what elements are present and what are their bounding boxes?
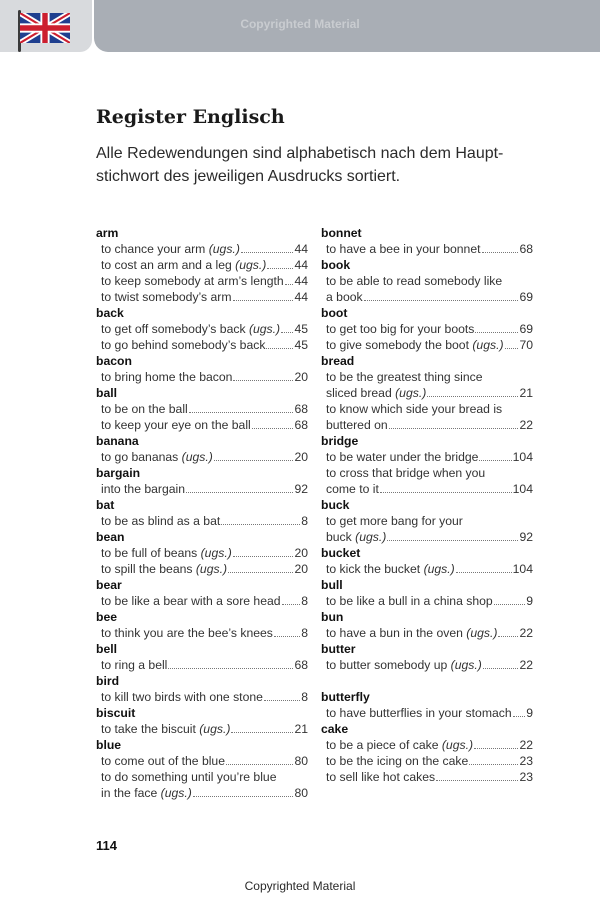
dot-leader (226, 764, 293, 765)
index-headword: bucket (321, 546, 361, 560)
index-entry (96, 401, 308, 417)
index-headword: bat (96, 498, 115, 512)
page-reference: 44 (294, 258, 308, 272)
index-entry (321, 449, 533, 465)
dot-leader (193, 796, 294, 797)
watermark-bottom: Copyrighted Material (244, 879, 356, 893)
index-entry-line: to do something until you’re blue (101, 770, 277, 784)
phrase-text: to think you are the bee’s knees (101, 626, 273, 640)
page-reference: 104 (512, 482, 533, 496)
index-headword: cake (321, 722, 349, 736)
phrase-text: to be full of beans (101, 546, 198, 560)
phrase-text: to be the icing on the cake (326, 754, 469, 768)
index-headword: banana (96, 434, 139, 448)
index-headword: bread (321, 354, 355, 368)
index-entry-text (101, 593, 281, 609)
index-entry-text (101, 257, 266, 273)
page-reference: 45 (294, 338, 308, 352)
index-entry (321, 705, 533, 721)
index-headword: buck (321, 498, 350, 512)
dot-leader (252, 428, 294, 429)
index-entry (321, 561, 533, 577)
page-reference: 68 (294, 658, 308, 672)
index-entry (321, 337, 533, 353)
page-reference: 21 (294, 722, 308, 736)
page-reference: 80 (294, 786, 308, 800)
index-entry-text (326, 481, 379, 497)
phrase-text: to get off somebody’s back (101, 322, 246, 336)
index-headword: bargain (96, 466, 141, 480)
index-entry (321, 657, 533, 673)
register-label: (ugs.) (235, 258, 267, 272)
index-entry-text (326, 657, 482, 673)
phrase-text: to have a bun in the oven (326, 626, 463, 640)
page-reference: 80 (294, 754, 308, 768)
index-entry (96, 449, 308, 465)
page-reference: 8 (301, 514, 308, 528)
dot-leader (513, 716, 526, 717)
phrase-text: to kill two birds with one stone (101, 690, 263, 704)
register-label: (ugs.) (395, 386, 427, 400)
index-entry (321, 289, 533, 305)
page-reference: 68 (294, 402, 308, 416)
page-reference: 104 (512, 450, 533, 464)
phrase-text: to have butterflies in your stomach (326, 706, 512, 720)
register-label: (ugs.) (208, 242, 240, 256)
index-entry (321, 529, 533, 545)
index-entry (96, 561, 308, 577)
index-entry (321, 593, 533, 609)
register-label: (ugs.) (160, 786, 192, 800)
index-entry (321, 385, 533, 401)
phrase-text: to be like a bear with a sore head (101, 594, 281, 608)
dot-leader (228, 572, 293, 573)
phrase-text: to butter somebody up (326, 658, 448, 672)
dot-leader (231, 732, 293, 733)
index-headword: bun (321, 610, 344, 624)
phrase-text: to be a piece of cake (326, 738, 439, 752)
index-entry-text (326, 561, 455, 577)
index-column-right (321, 225, 533, 785)
page-subtitle: Alle Redewendungen sind alphabetisch nach dem Haupt-stichwort des jeweiligen Ausdrucks sortiert. (96, 145, 504, 185)
index-headword: arm (96, 226, 119, 240)
phrase-text: a book (326, 290, 363, 304)
index-headword: bee (96, 610, 118, 624)
index-entry-text (326, 385, 426, 401)
phrase-text: to sell like hot cakes (326, 770, 436, 784)
register-label: (ugs.) (441, 738, 474, 752)
index-entry-text (101, 689, 263, 705)
phrase-text: to cost an arm and a leg (101, 258, 232, 272)
page-reference: 92 (519, 530, 533, 544)
page-reference: 8 (301, 594, 308, 608)
index-entry-text (101, 321, 280, 337)
page-reference: 9 (526, 706, 533, 720)
phrase-text: to chance your arm (101, 242, 206, 256)
page-reference: 44 (294, 242, 308, 256)
index-entry-text (326, 241, 481, 257)
dot-leader (469, 764, 518, 765)
register-label: (ugs.) (248, 322, 281, 336)
page-reference: 23 (519, 754, 533, 768)
page-reference: 69 (519, 290, 533, 304)
index-entry-text (326, 593, 493, 609)
index-entry-line: to cross that bridge when you (326, 466, 486, 480)
index-headword: bean (96, 530, 125, 544)
phrase-text: to come out of the blue (101, 754, 225, 768)
dot-leader (264, 700, 300, 701)
phrase-text: to be on the ball (101, 402, 188, 416)
index-headword: bridge (321, 434, 359, 448)
index-entry-line: to get more bang for your (326, 514, 463, 528)
page-reference: 23 (519, 770, 533, 784)
index-entry-text (101, 721, 230, 737)
register-label: (ugs.) (423, 562, 455, 576)
register-label: (ugs.) (472, 338, 504, 352)
index-headword: butterfly (321, 690, 370, 704)
page-reference: 44 (294, 274, 308, 288)
index-entry (321, 481, 533, 497)
page-reference: 69 (519, 322, 533, 336)
index-entry-line: to know which side your bread is (326, 402, 503, 416)
dot-leader (186, 492, 293, 493)
index-entry-text (326, 417, 388, 433)
register-label: (ugs.) (200, 546, 232, 560)
dot-leader (233, 380, 293, 381)
index-entry (321, 769, 533, 785)
dot-leader (364, 300, 519, 301)
index-entry-text (101, 401, 188, 417)
dot-leader (494, 604, 526, 605)
index-entry (96, 417, 308, 433)
index-headword: bull (321, 578, 343, 592)
index-headword: bear (96, 578, 122, 592)
index-entry-text (101, 273, 284, 289)
page-reference: 20 (294, 450, 308, 464)
index-entry-text (101, 481, 185, 497)
index-entry (96, 481, 308, 497)
index-entry-text (326, 337, 504, 353)
register-label: (ugs.) (466, 626, 498, 640)
dot-leader (267, 268, 293, 269)
register-label: (ugs.) (355, 530, 387, 544)
dot-leader (475, 332, 518, 333)
register-label: (ugs.) (199, 722, 231, 736)
index-headword: biscuit (96, 706, 136, 720)
index-entry (96, 721, 308, 737)
phrase-text: sliced bread (326, 386, 392, 400)
index-entry-text (326, 705, 512, 721)
dot-leader (389, 428, 519, 429)
page-reference: 92 (294, 482, 308, 496)
index-entry-text (326, 625, 497, 641)
phrase-text: to take the biscuit (101, 722, 196, 736)
dot-leader (436, 780, 518, 781)
phrase-text: to be as blind as a bat (101, 514, 221, 528)
index-entry-text (101, 417, 251, 433)
phrase-text: to go bananas (101, 450, 179, 464)
index-headword: back (96, 306, 124, 320)
dot-leader (479, 460, 511, 461)
dot-leader (498, 636, 518, 637)
index-entry (96, 657, 308, 673)
page-reference: 68 (519, 242, 533, 256)
index-entry (96, 337, 308, 353)
index-entry (321, 241, 533, 257)
index-column-left (96, 225, 308, 801)
page-reference: 45 (294, 322, 308, 336)
index-headword: ball (96, 386, 117, 400)
index-entry-text (101, 513, 220, 529)
page-reference: 21 (519, 386, 533, 400)
index-entry-text (326, 769, 435, 785)
phrase-text: buck (326, 530, 352, 544)
phrase-text: come to it (326, 482, 379, 496)
dot-leader (285, 284, 294, 285)
dot-leader (274, 636, 300, 637)
index-headword: bacon (96, 354, 132, 368)
dot-leader (233, 556, 294, 557)
register-label: (ugs.) (195, 562, 228, 576)
phrase-text: to be like a bull in a china shop (326, 594, 493, 608)
index-entry (96, 625, 308, 641)
index-entry (321, 625, 533, 641)
index-entry-text (326, 449, 478, 465)
index-entry (96, 257, 308, 273)
phrase-text: to be water under the bridge (326, 450, 479, 464)
index-entry-text (326, 529, 386, 545)
index-entry (321, 417, 533, 433)
index-entry-text (101, 657, 167, 673)
index-headword: bell (96, 642, 117, 656)
page-reference: 22 (519, 738, 533, 752)
index-entry (96, 321, 308, 337)
phrase-text: to have a bee in your bonnet (326, 242, 481, 256)
dot-leader (233, 300, 294, 301)
dot-leader (221, 524, 300, 525)
dot-leader (483, 668, 519, 669)
index-entry (96, 289, 308, 305)
dot-leader (281, 332, 293, 333)
page-reference: 8 (301, 690, 308, 704)
index-headword: boot (321, 306, 348, 320)
index-entry (96, 545, 308, 561)
index-entry (96, 593, 308, 609)
index-entry-text (101, 337, 265, 353)
index-entry-line: to be able to read somebody like (326, 274, 503, 288)
dot-leader (427, 396, 518, 397)
index-entry (96, 273, 308, 289)
page-reference: 9 (526, 594, 533, 608)
index-entry-text (326, 321, 474, 337)
index-entry-line: to be the greatest thing since (326, 370, 483, 384)
phrase-text: to ring a bell (101, 658, 168, 672)
index-entry-text (101, 561, 227, 577)
page-reference: 22 (519, 626, 533, 640)
index-entry (96, 785, 308, 801)
index-entry-text (101, 625, 273, 641)
index-entry (321, 737, 533, 753)
phrase-text: to give somebody the boot (326, 338, 469, 352)
index-entry (96, 753, 308, 769)
index-entry (96, 513, 308, 529)
dot-leader (241, 252, 294, 253)
page-title: Register Englisch (96, 106, 285, 128)
index-entry-text (326, 753, 468, 769)
phrase-text: to spill the beans (101, 562, 193, 576)
index-entry (321, 753, 533, 769)
index-entry-text (101, 369, 232, 385)
phrase-text: to keep your eye on the ball (101, 418, 251, 432)
page-reference: 20 (294, 562, 308, 576)
phrase-text: buttered on (326, 418, 388, 432)
page-reference: 22 (519, 418, 533, 432)
index-entry (321, 321, 533, 337)
page-reference: 68 (294, 418, 308, 432)
index-headword: book (321, 258, 351, 272)
dot-leader (380, 492, 512, 493)
index-entry-text (101, 241, 240, 257)
page-reference: 8 (301, 626, 308, 640)
dot-leader (387, 540, 518, 541)
index-entry-text (101, 289, 232, 305)
dot-leader (214, 460, 294, 461)
index-entry (96, 369, 308, 385)
register-label: (ugs.) (450, 658, 482, 672)
phrase-text: in the face (101, 786, 158, 800)
watermark-top: Copyrighted Material (240, 17, 360, 31)
dot-leader (266, 348, 293, 349)
index-headword: butter (321, 642, 356, 656)
phrase-text: to get too big for your boots (326, 322, 475, 336)
index-entry-text (101, 785, 192, 801)
page-reference: 70 (519, 338, 533, 352)
page-reference: 104 (512, 562, 533, 576)
phrase-text: to go behind somebody’s back (101, 338, 266, 352)
dot-leader (456, 572, 512, 573)
phrase-text: to keep somebody at arm’s length (101, 274, 284, 288)
phrase-text: to kick the bucket (326, 562, 421, 576)
page-reference: 20 (294, 370, 308, 384)
index-entry (96, 689, 308, 705)
dot-leader (505, 348, 519, 349)
index-entry-text (326, 737, 473, 753)
index-entry-text (101, 449, 213, 465)
index-headword: blue (96, 738, 122, 752)
page-reference: 44 (294, 290, 308, 304)
phrase-text: to twist somebody’s arm (101, 290, 232, 304)
dot-leader (474, 748, 518, 749)
index-headword: bird (96, 674, 120, 688)
index-entry-text (101, 753, 225, 769)
page-reference: 22 (519, 658, 533, 672)
page-reference: 20 (294, 546, 308, 560)
dot-leader (189, 412, 294, 413)
register-label: (ugs.) (181, 450, 213, 464)
dot-leader (282, 604, 301, 605)
phrase-text: to bring home the bacon (101, 370, 233, 384)
page-number: 114 (96, 838, 117, 853)
phrase-text: into the bargain (101, 482, 186, 496)
index-entry-text (326, 289, 363, 305)
index-headword: bonnet (321, 226, 362, 240)
dot-leader (482, 252, 519, 253)
index-entry (96, 241, 308, 257)
dot-leader (168, 668, 293, 669)
index-entry-text (101, 545, 232, 561)
